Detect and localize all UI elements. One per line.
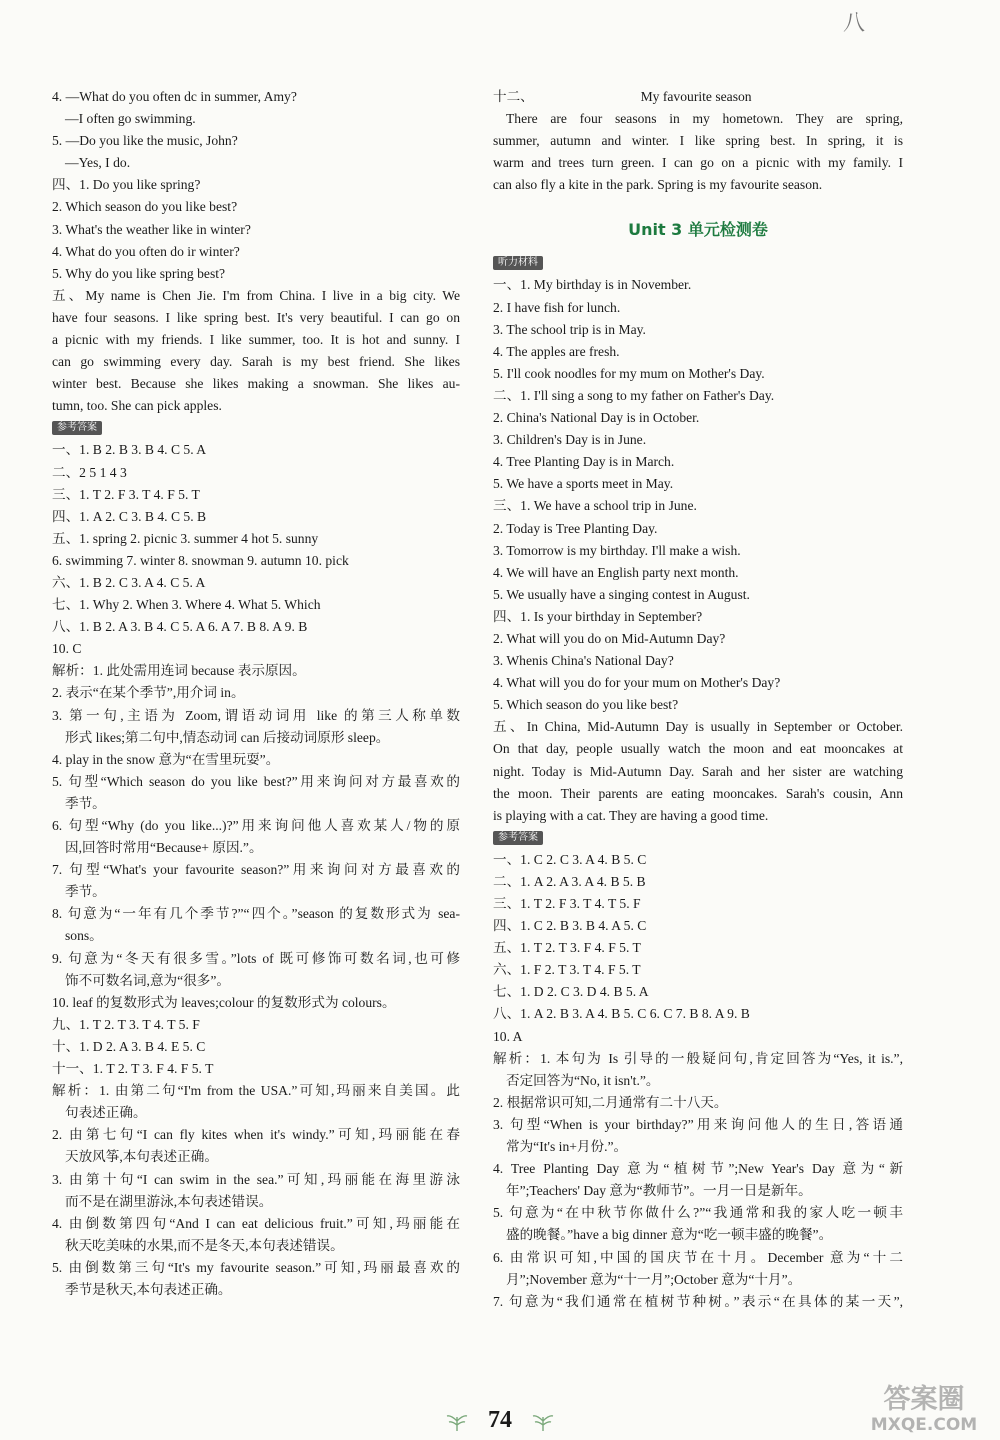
text-line: 否定回答为“No, it isn't.”。 xyxy=(506,1072,660,1088)
text-line: 4. 由倒数第四句“And I can eat delicious fruit.”可知,玛丽能在 xyxy=(52,1215,460,1231)
text-line: winter best. Because she likes making a snowman. She likes au- xyxy=(52,376,460,392)
listening-material-tag: 听力材料 xyxy=(493,256,543,270)
text-line: 5. I'll cook noodles for my mum on Mother's Day. xyxy=(493,365,765,381)
text-line: 而不是在湖里游泳,本句表述错误。 xyxy=(65,1193,273,1209)
text-line: 三、1. We have a school trip in June. xyxy=(493,498,697,514)
listening-header xyxy=(493,252,903,274)
text-line: 5. —Do you like the music, John? xyxy=(52,133,238,149)
text-line: 2. 由第七句“I can fly kites when it's windy.”可知,玛丽能在春 xyxy=(52,1127,460,1143)
text-line: 5. We usually have a singing contest in August. xyxy=(493,586,750,602)
leaf-ornament-icon xyxy=(444,1409,470,1433)
text-line: 十、1. D 2. A 3. B 4. E 5. C xyxy=(52,1038,206,1054)
text-line: There are four seasons in my hometown. They are spring, xyxy=(506,111,903,127)
essay-heading-line xyxy=(493,86,903,108)
text-line: 2. China's National Day is in October. xyxy=(493,410,700,426)
text-line: 十一、1. T 2. T 3. F 4. F 5. T xyxy=(52,1061,214,1077)
text-line: 一、1. B 2. B 3. B 4. C 5. A xyxy=(52,442,207,458)
text-line: 常为“It's in+月份.”。 xyxy=(506,1139,628,1155)
text-line: 5. 句意为“在中秋节你做什么?”“我通常和我的家人吃一顿丰 xyxy=(493,1205,903,1221)
text-line: 8. 句意为“一年有几个季节?”“四个。”season 的复数形式为 sea- xyxy=(52,906,460,922)
text-line: 2. 根据常识可知,二月通常有二十八天。 xyxy=(493,1094,728,1110)
answer-key-tag: 参考答案 xyxy=(493,831,543,845)
text-line: 3. What's the weather like in winter? xyxy=(52,221,251,237)
text-line: 解析：1. 本句为 Is 引导的一般疑问句,肯定回答为“Yes, it is.”, xyxy=(493,1050,903,1066)
text-line: can also fly a kite in the park. Spring is my favourite season. xyxy=(493,177,823,193)
text-line: 2. I have fish for lunch. xyxy=(493,299,621,315)
text-line: 4. Tree Planting Day is in March. xyxy=(493,454,675,470)
text-line: 盛的晚餐。”have a big dinner 意为“吃一顿丰盛的晚餐”。 xyxy=(506,1227,833,1243)
text-line: can go swimming every day. Sarah is my best friend. She likes xyxy=(52,354,460,370)
text-line: 10. A xyxy=(493,1028,523,1044)
text-line: 3. 第一句,主语为 Zoom,谓语动词用 like 的第三人称单数 xyxy=(52,707,460,723)
text-line: 3. Whenis China's National Day? xyxy=(493,653,674,669)
text-line: 五、My name is Chen Jie. I'm from China. I live in a big city. We xyxy=(52,287,460,303)
text-line: 7. 句型“What's your favourite season?”用来询问对方最喜欢的 xyxy=(52,862,460,878)
text-line: 4. The apples are fresh. xyxy=(493,343,620,359)
text-line: 六、1. F 2. T 3. T 4. F 5. T xyxy=(493,962,641,978)
text-line: 9. 句意为“冬天有很多雪。”lots of 既可修饰可数名词,也可修 xyxy=(52,950,460,966)
text-line: 5. We have a sports meet in May. xyxy=(493,476,674,492)
text-line: 季节。 xyxy=(65,795,106,811)
text-line: 3. 由第十句“I can swim in the sea.”可知,玛丽能在海里游泳 xyxy=(52,1171,460,1187)
text-line: 一、1. C 2. C 3. A 4. B 5. C xyxy=(493,851,647,867)
right-answer-header xyxy=(493,827,903,849)
text-line: 季节。 xyxy=(65,884,106,900)
text-line: sons。 xyxy=(65,928,103,944)
watermark-logo xyxy=(858,1378,990,1436)
text-line: 6. 句型“Why (do you like...)?”用来询问他人喜欢某人/物的原 xyxy=(52,818,460,833)
text-line: 四、1. Do you like spring? xyxy=(52,177,201,193)
text-line: On that day, people usually watch the moon and eat mooncakes at xyxy=(493,741,903,757)
text-line: 2. What will you do on Mid-Autumn Day? xyxy=(493,630,726,646)
text-line: 5. Why do you like spring best? xyxy=(52,265,226,281)
text-line: 天放风筝,本句表述正确。 xyxy=(65,1149,218,1165)
text-line: 5. 由倒数第三句“It's my favourite season.”可知,玛丽最喜欢的 xyxy=(52,1259,460,1275)
text-line: 五、In China, Mid-Autumn Day is usually in September or October. xyxy=(493,719,903,735)
text-line: tumn, too. She can pick apples. xyxy=(52,398,222,414)
text-line: 月”;November 意为“十一月”;October 意为“十月”。 xyxy=(506,1271,802,1287)
text-line: warm and trees turn green. I can go on a picnic with my family. I xyxy=(493,155,903,171)
text-line: 10. leaf 的复数形式为 leaves;colour 的复数形式为 colours。 xyxy=(52,994,396,1010)
leaf-ornament-icon xyxy=(530,1409,556,1433)
essay-body xyxy=(493,108,903,196)
text-line: 4. We will have an English party next month. xyxy=(493,564,739,580)
text-line: is playing with a cat. They are having a good time. xyxy=(493,807,769,823)
text-line: 一、1. My birthday is in November. xyxy=(493,277,692,293)
text-line: 3. The school trip is in May. xyxy=(493,321,646,337)
text-line: 7. 句意为“我们通常在植树节种树。”表示“在具体的某一天”, xyxy=(493,1293,903,1309)
text-line: 秋天吃美味的水果,而不是冬天,本句表述错误。 xyxy=(65,1237,344,1253)
text-line: 二、2 5 1 4 3 xyxy=(52,464,127,480)
left-column xyxy=(52,86,460,1301)
text-line: have four seasons. I like spring best. It's very beautiful. I can go on xyxy=(52,309,460,325)
text-line: 饰不可数名词,意为“很多”。 xyxy=(65,972,230,988)
text-line: 3. Children's Day is in June. xyxy=(493,432,647,448)
text-line: 形式 likes;第二句中,情态动词 can 后接动词原形 sleep。 xyxy=(65,729,390,745)
text-line: 10. C xyxy=(52,641,82,657)
text-line: 二、1. I'll sing a song to my father on Father's Day. xyxy=(493,387,775,403)
text-line: 解析：1. 此处需用连词 because 表示原因。 xyxy=(52,663,306,679)
text-line: 三、1. T 2. F 3. T 4. T 5. F xyxy=(493,896,641,911)
watermark-url: MXQE.COM xyxy=(870,1415,978,1435)
text-line: 八、1. B 2. A 3. B 4. C 5. A 6. A 7. B 8. A 9. B xyxy=(52,619,308,635)
text-line: summer, autumn and winter. I like spring best. In spring, it is xyxy=(493,133,903,149)
text-line: 六、1. B 2. C 3. A 4. C 5. A xyxy=(52,574,206,590)
watermark-cn: 答案圈 xyxy=(883,1384,965,1415)
text-line: 4. What will you do for your mum on Mother's Day? xyxy=(493,675,781,691)
text-line: night. Today is Mid-Autumn Day. Sarah and her sister are watching xyxy=(493,763,903,779)
essay-section-number: 十二、 xyxy=(493,89,534,104)
unit-title: Unit 3 单元检测卷 xyxy=(628,220,768,240)
text-line: 4. Tree Planting Day 意为“植树节”;New Year's Day 意为“新 xyxy=(493,1161,903,1177)
page-number: 74 xyxy=(488,1407,512,1433)
text-line: the moon. Their parents are eating mooncakes. Sarah's cousin, Ann xyxy=(493,785,903,801)
listening-text-block xyxy=(493,274,903,826)
text-line: 3. 句型“When is your birthday?”用来询问他人的生日,答语通 xyxy=(493,1116,903,1132)
left-answer-header xyxy=(52,417,460,439)
right-answer-block xyxy=(493,849,903,1313)
text-line: 4. What do you often do ir winter? xyxy=(52,243,240,259)
text-line: 季节是秋天,本句表述正确。 xyxy=(65,1281,232,1297)
text-line: 2. Which season do you like best? xyxy=(52,199,238,215)
corner-mark: 八 xyxy=(843,10,864,35)
text-line: —Yes, I do. xyxy=(65,155,131,171)
page-footer xyxy=(0,1407,1000,1434)
text-line: 二、1. A 2. A 3. A 4. B 5. B xyxy=(493,873,646,889)
text-line: a picnic with my friends. I like summer, too. It is hot and sunny. I xyxy=(52,332,460,348)
text-line: 因,回答时常用“Because+ 原因.”。 xyxy=(65,840,263,856)
text-line: 五、1. spring 2. picnic 3. summer 4 hot 5. sunny xyxy=(52,530,319,546)
text-line: 五、1. T 2. T 3. F 4. F 5. T xyxy=(493,940,641,956)
text-line: 4. —What do you often dc in summer, Amy? xyxy=(52,89,297,104)
text-line: 5. 句型“Which season do you like best?”用来询问对方最喜欢的 xyxy=(52,773,460,789)
essay-title: My favourite season xyxy=(640,89,752,104)
text-line: 句表述正确。 xyxy=(65,1105,147,1121)
right-column xyxy=(493,86,903,1313)
text-line: 四、1. A 2. C 3. B 4. C 5. B xyxy=(52,508,207,524)
text-line: 2. 表示“在某个季节”,用介词 in。 xyxy=(52,685,245,701)
answer-key-tag: 参考答案 xyxy=(52,421,102,435)
text-line: 5. Which season do you like best? xyxy=(493,697,679,713)
text-line: 四、1. Is your birthday in September? xyxy=(493,608,703,624)
text-line: 6. swimming 7. winter 8. snowman 9. autumn 10. pick xyxy=(52,552,349,568)
text-line: 解析：1. 由第二句“I'm from the USA.”可知,玛丽来自美国。此 xyxy=(52,1083,460,1099)
text-line: 七、1. Why 2. When 3. Where 4. What 5. Which xyxy=(52,597,321,613)
text-line: 6. 由常识可知,中国的国庆节在十月。December 意为“十二 xyxy=(493,1249,903,1265)
text-line: 3. Tomorrow is my birthday. I'll make a wish. xyxy=(493,542,741,558)
text-line: —I often go swimming. xyxy=(65,111,196,127)
left-text-block-2 xyxy=(52,439,460,1301)
text-line: 九、1. T 2. T 3. T 4. T 5. F xyxy=(52,1016,200,1032)
text-line: 三、1. T 2. F 3. T 4. F 5. T xyxy=(52,486,200,502)
text-line: 4. play in the snow 意为“在雪里玩耍”。 xyxy=(52,751,280,767)
text-line: 七、1. D 2. C 3. D 4. B 5. A xyxy=(493,984,649,1000)
text-line: 四、1. C 2. B 3. B 4. A 5. C xyxy=(493,918,647,934)
text-line: 年”;Teachers' Day 意为“教师节”。一月一日是新年。 xyxy=(506,1183,812,1199)
text-line: 八、1. A 2. B 3. A 4. B 5. C 6. C 7. B 8. A 9. B xyxy=(493,1006,750,1022)
left-text-block-1 xyxy=(52,86,460,417)
text-line: 2. Today is Tree Planting Day. xyxy=(493,520,658,536)
